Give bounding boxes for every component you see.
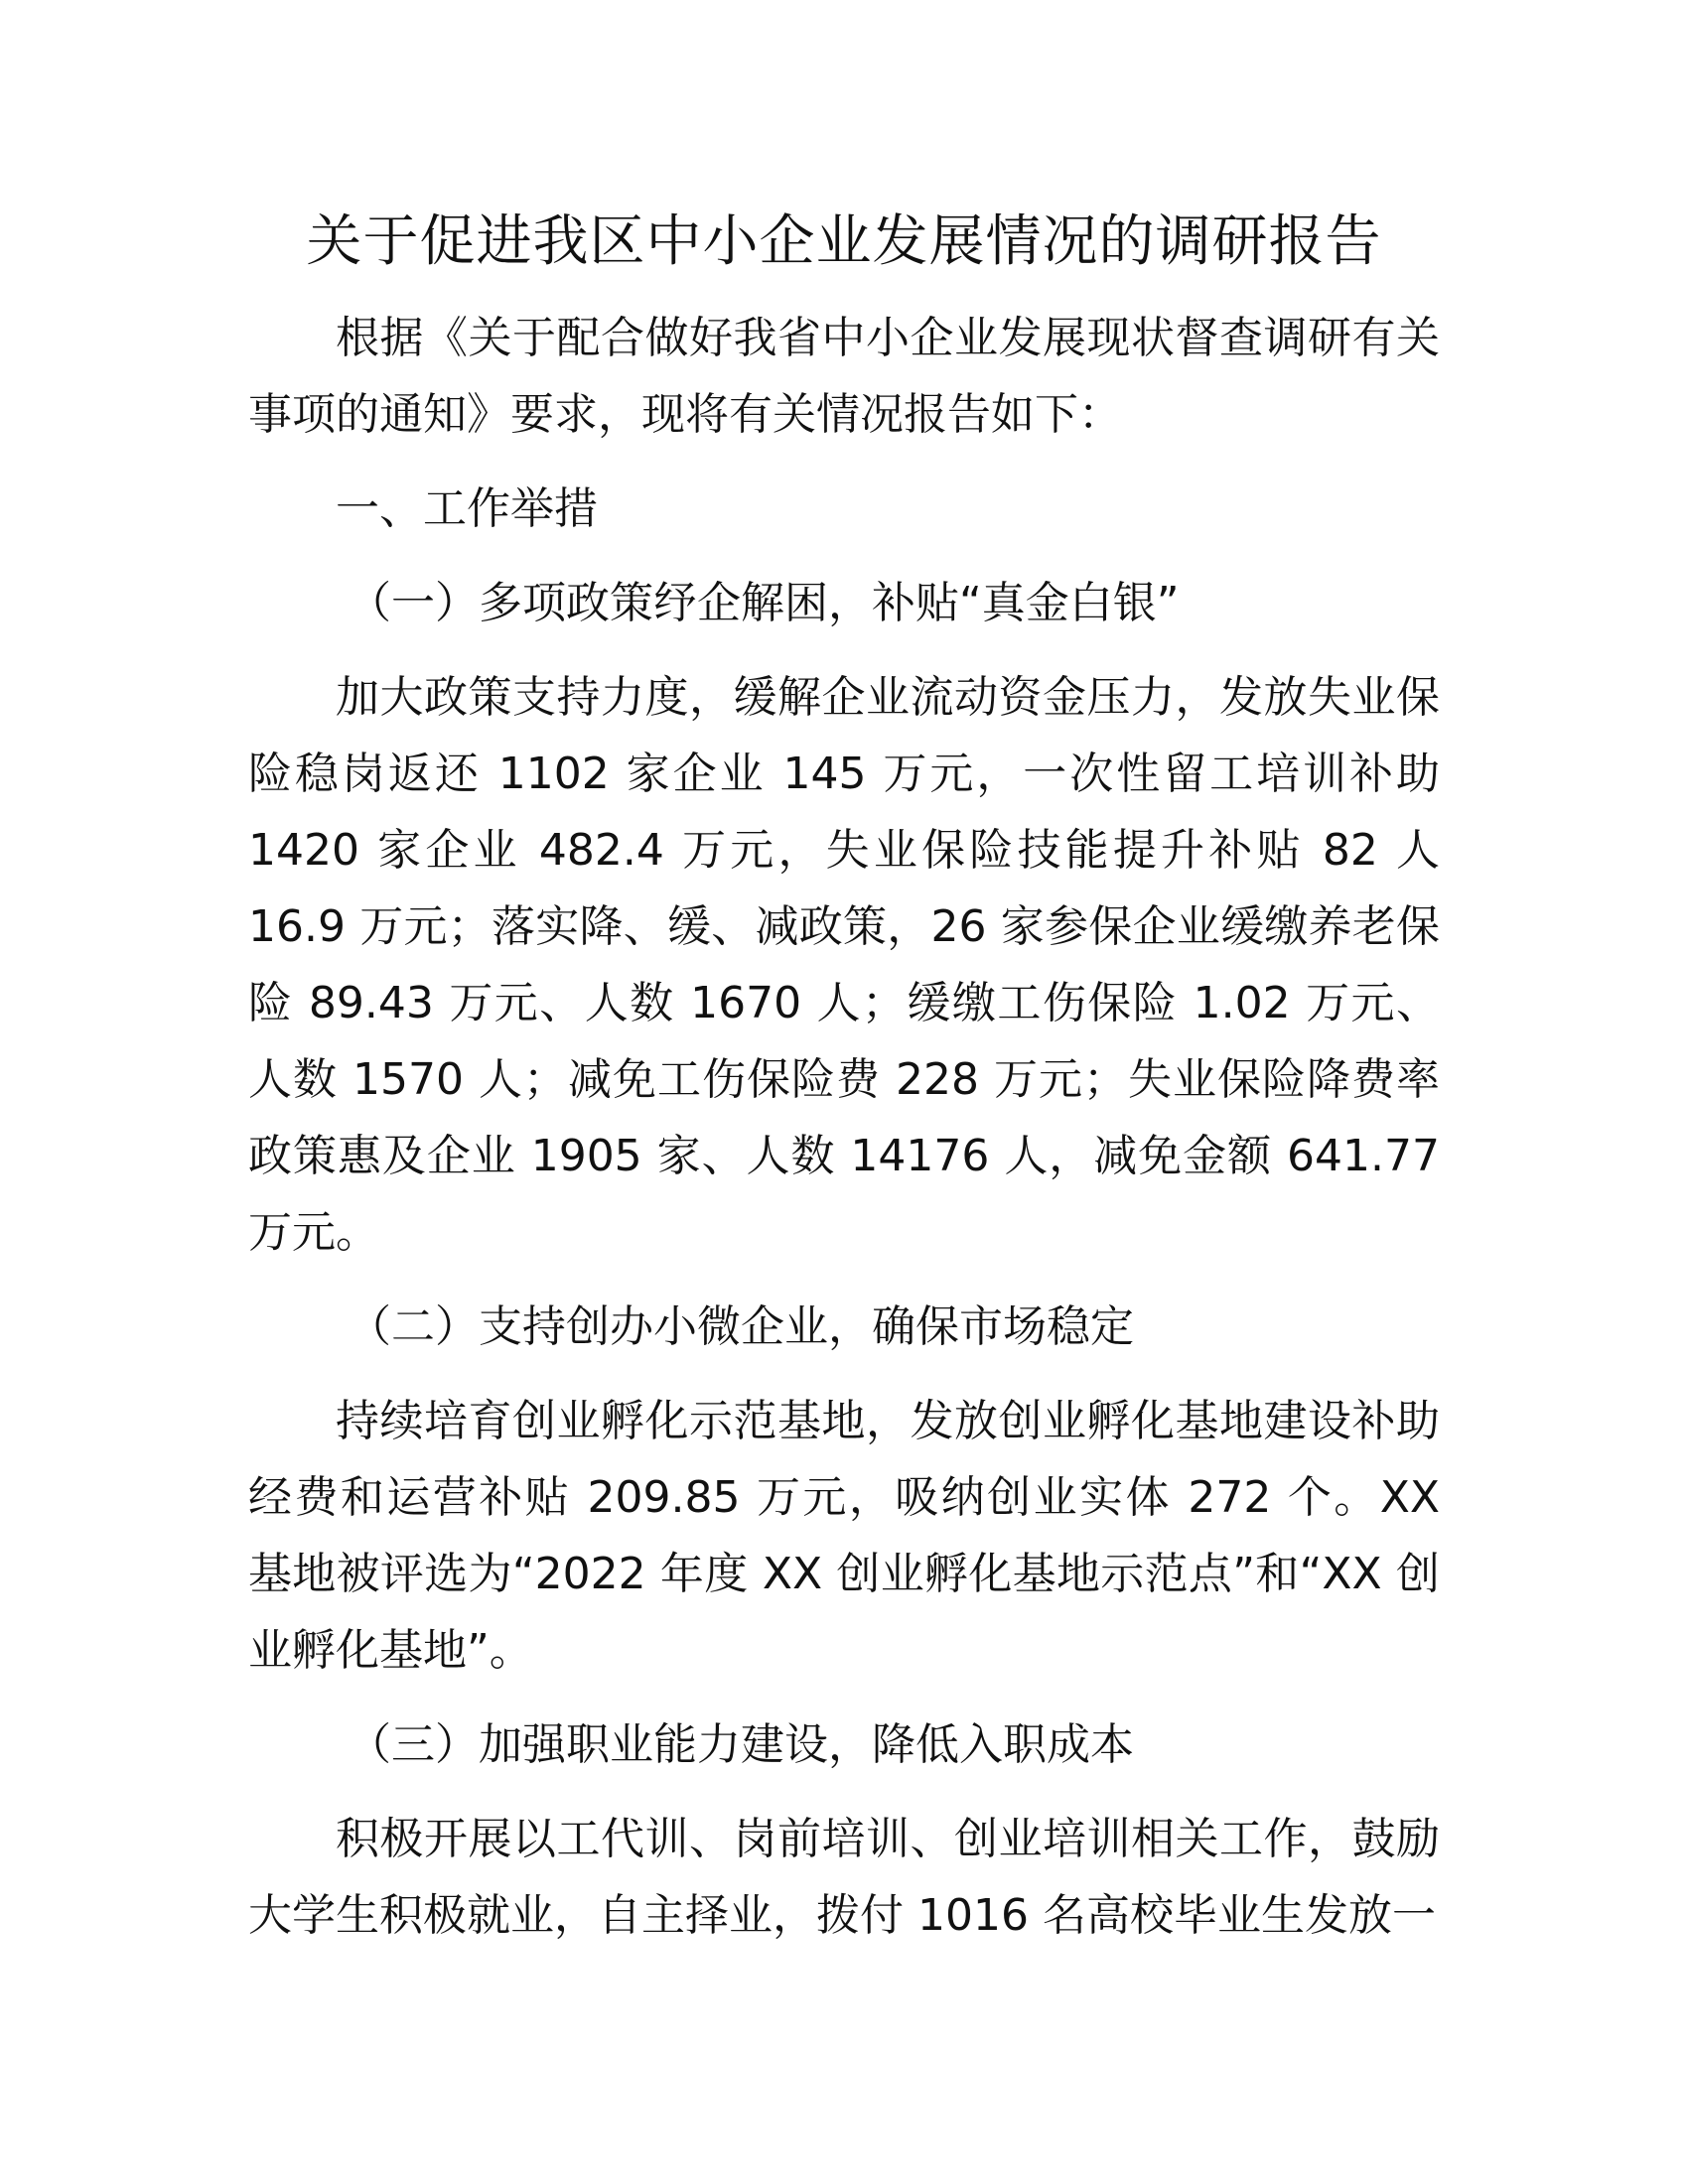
subsection-paragraph-1: 加大政策支持力度，缓解企业流动资金压力，发放失业保险稳岗返还 1102 家企业 145 万元，一次性留工培训补助 1420 家企业 482.4 万元，失业保险技能提升补贴 82 人 16.9 万元；落实降、缓、减政策，26 家参保企业缓缴养老保险 89.43 万元、人数 1670 人；缓缴工伤保险 1.02 万元、人数 1570 人；减免工伤保险费 228 万元；失业保险降费率政策惠及企业 1905 家、人数 14176 人，减免金额 641.77 万元。 (248, 672, 1440, 1258)
section-heading-work-measures: 一、工作举措 (336, 483, 598, 534)
subsection-heading-3: （三）加强职业能力建设，降低入职成本 (348, 1719, 1134, 1770)
intro-paragraph: 根据《关于配合做好我省中小企业发展现状督查调研有关事项的通知》要求，现将有关情况报告如下： (248, 313, 1440, 440)
subsection-paragraph-3: 积极开展以工代训、岗前培训、创业培训相关工作，鼓励大学生积极就业，自主择业，拨付 1016 名高校毕业生发放一 (248, 1814, 1440, 1941)
subsection-heading-1: （一）多项政策纾企解困，补贴“真金白银” (348, 578, 1180, 628)
subsection-paragraph-2: 持续培育创业孵化示范基地，发放创业孵化基地建设补助经费和运营补贴 209.85 万元，吸纳创业实体 272 个。XX 基地被评选为“2022 年度 XX 创业孵化基地示范点”和“XX 创业孵化基地”。 (248, 1396, 1440, 1676)
document-body (248, 300, 1440, 1972)
document-title: 关于促进我区中小企业发展情况的调研报告 (306, 209, 1382, 274)
subsection-heading-2: （二）支持创办小微企业，确保市场稳定 (348, 1301, 1134, 1352)
